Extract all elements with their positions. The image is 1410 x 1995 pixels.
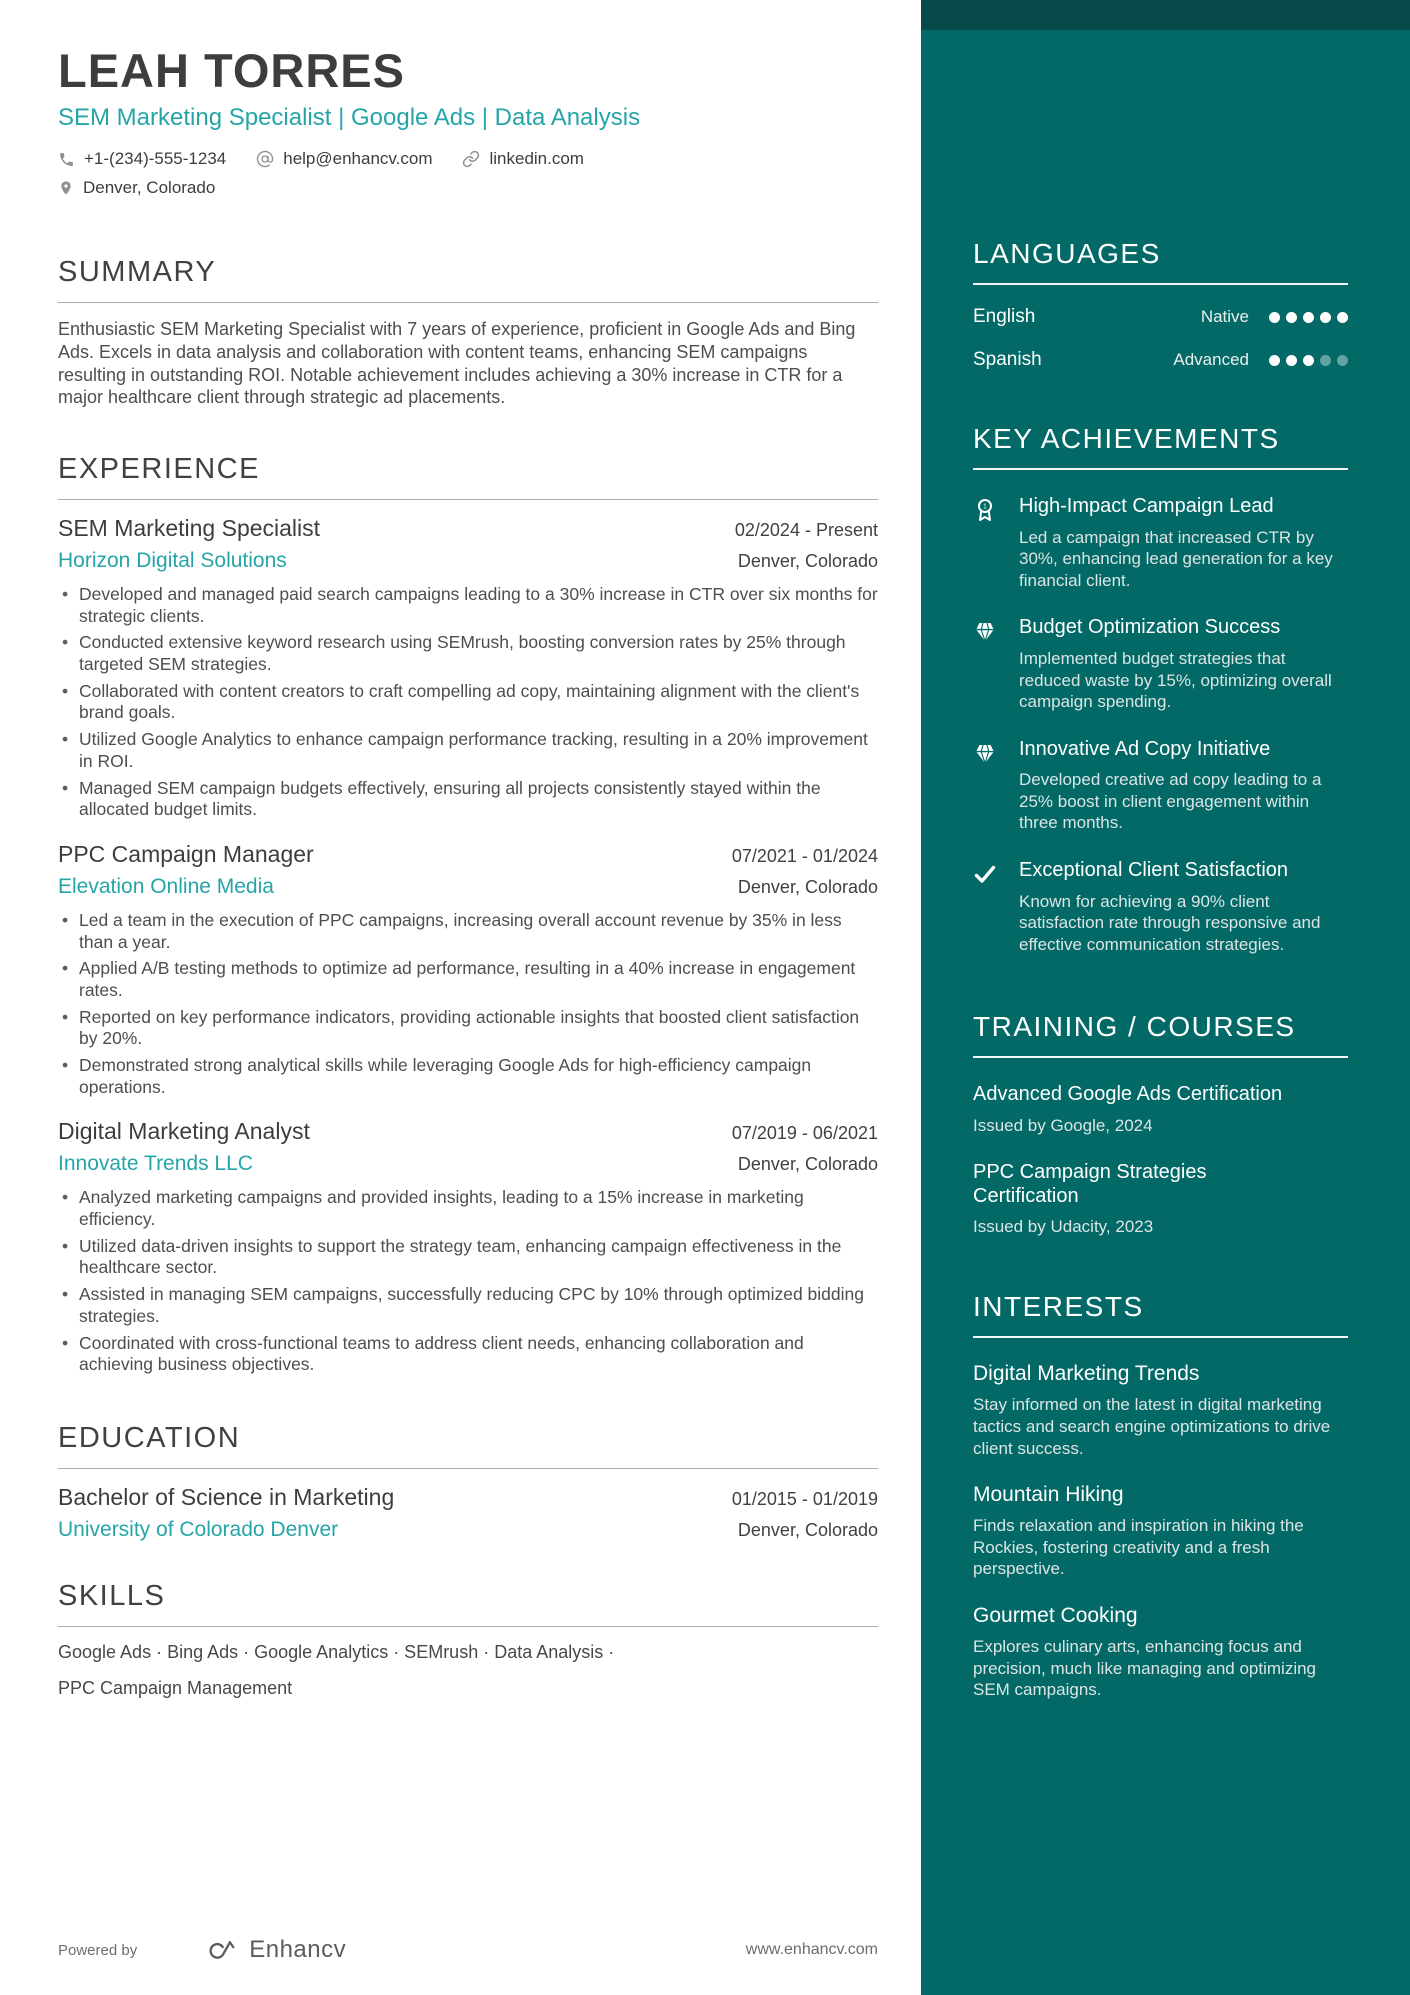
- job-bullet: • Utilized Google Analytics to enhance campaign performance tracking, resulting in a 20% improvement in ROI.: [79, 729, 878, 772]
- achievement-title: Exceptional Client Satisfaction: [1019, 858, 1289, 881]
- job-location: Denver, Colorado: [737, 551, 878, 572]
- section-divider: [58, 302, 878, 303]
- training-heading: TRAINING / COURSES: [973, 1011, 1348, 1058]
- language-list: [973, 306, 1348, 371]
- sidebar: [921, 0, 1410, 1995]
- powered-by-label: Powered by: [58, 1941, 138, 1959]
- sidebar-top-band: [921, 0, 1410, 30]
- location-icon: [58, 180, 74, 196]
- skills-list: [58, 1642, 878, 1699]
- achievement-title: Budget Optimization Success: [1019, 616, 1281, 639]
- course-title: PPC Campaign Strategies Certification: [973, 1160, 1207, 1208]
- job-dates: 07/2019 - 06/2021: [731, 1123, 878, 1144]
- job-company: Elevation Online Media: [58, 874, 274, 898]
- job-bullet: • Assisted in managing SEM campaigns, successfully reducing CPC by 10% through optimized bidding strategies.: [79, 1284, 878, 1327]
- contact-item[interactable]: [462, 149, 584, 169]
- experience-heading: EXPERIENCE: [58, 453, 260, 486]
- job-company: Horizon Digital Solutions: [58, 549, 287, 573]
- svg-text:1: 1: [983, 503, 987, 511]
- contact-item[interactable]: [58, 149, 226, 169]
- job-company: Innovate Trends LLC: [58, 1152, 253, 1176]
- job-list: [58, 515, 878, 1376]
- enhancv-logo-icon: [203, 1935, 239, 1965]
- job-bullet: • Conducted extensive keyword research using SEMrush, boosting conversion rates by 25% through targeted SEM strategies.: [79, 632, 878, 675]
- phone-icon: [58, 151, 75, 168]
- level-dot: [1269, 355, 1280, 366]
- contact-item[interactable]: [58, 178, 215, 198]
- link-icon: [462, 150, 480, 168]
- skills-section: [58, 1580, 878, 1699]
- course-list: [973, 1082, 1348, 1237]
- job-dates: 07/2021 - 01/2024: [731, 845, 878, 866]
- level-dot: [1286, 312, 1297, 323]
- course-item: [973, 1082, 1348, 1135]
- medal-icon: [973, 495, 1019, 591]
- course-issuer: Issued by Google, 2024: [973, 1115, 1153, 1135]
- achievements-section: [973, 423, 1348, 955]
- interests-heading: INTERESTS: [973, 1291, 1348, 1338]
- language-level: Native: [1200, 307, 1249, 326]
- job-location: Denver, Colorado: [737, 1154, 878, 1175]
- interest-title: Mountain Hiking: [973, 1483, 1124, 1507]
- job-title: SEM Marketing Specialist: [58, 515, 321, 542]
- job-entry: [58, 841, 878, 1099]
- languages-section: [973, 238, 1348, 371]
- section-divider: [58, 1468, 878, 1469]
- person-name: LEAH TORRES: [58, 44, 405, 97]
- achievement-item: [973, 859, 1348, 955]
- contact-text: Denver, Colorado: [83, 178, 216, 198]
- job-bullet: • Collaborated with content creators to craft compelling ad copy, maintaining alignment with the client's brand goals.: [79, 681, 878, 724]
- achievement-item: [973, 738, 1348, 834]
- education-degree: Bachelor of Science in Marketing: [58, 1483, 395, 1510]
- language-name: Spanish: [973, 349, 1042, 370]
- job-location: Denver, Colorado: [737, 876, 878, 897]
- job-bullet: • Managed SEM campaign budgets effectively, ensuring all projects consistently stayed within the allocated budget limits.: [79, 778, 878, 821]
- section-divider: [58, 1626, 878, 1627]
- job-dates: 02/2024 - Present: [734, 520, 878, 541]
- summary-section: [58, 256, 878, 409]
- course-item: [973, 1160, 1348, 1238]
- language-row: [973, 306, 1348, 328]
- interest-item: [973, 1483, 1348, 1580]
- language-name: English: [973, 306, 1036, 327]
- education-section: [58, 1422, 878, 1542]
- experience-section: [58, 453, 878, 1376]
- job-bullet: • Coordinated with cross-functional teams to address client needs, enhancing collaboration and achieving business objectives.: [79, 1333, 878, 1376]
- achievement-title: High-Impact Campaign Lead: [1019, 495, 1274, 517]
- language-level: Advanced: [1173, 350, 1249, 369]
- achievement-text: Known for achieving a 90% client satisfaction rate through responsive and effective communication strategies.: [1019, 891, 1321, 954]
- job-entry: [58, 1118, 878, 1376]
- level-dot: [1303, 312, 1314, 323]
- achievement-text: Implemented budget strategies that reduced waste by 15%, optimizing overall campaign spending.: [1019, 648, 1332, 712]
- summary-text: Enthusiastic SEM Marketing Specialist with 7 years of experience, proficient in Google Ads and Bing Ads. Excels in data analysis and collaboration with content teams, enhancing SEM campaigns resulting in outstanding ROI. Notable achievement includes achieving a 30% increase in CTR for a major healthcare client through strategic ad placements.: [58, 319, 856, 408]
- achievement-item: [973, 616, 1348, 712]
- achievement-list: [973, 495, 1348, 955]
- training-section: [973, 1011, 1348, 1237]
- section-divider: [58, 499, 878, 500]
- education-dates: 01/2015 - 01/2019: [731, 1488, 878, 1509]
- achievement-text: Developed creative ad copy leading to a 25% boost in client engagement within three months.: [1019, 770, 1322, 833]
- job-bullet: • Applied A/B testing methods to optimize ad performance, resulting in a 40% increase in engagement rates.: [79, 958, 878, 1001]
- interest-item: [973, 1604, 1348, 1701]
- interests-section: [973, 1291, 1348, 1700]
- job-bullets: [58, 584, 878, 821]
- contact-text: +1-(234)-555-1234: [84, 149, 227, 169]
- job-bullets: [58, 1187, 878, 1376]
- course-issuer: Issued by Udacity, 2023: [973, 1217, 1154, 1237]
- job-bullet: • Utilized data-driven insights to support the strategy team, enhancing campaign effectiveness in the healthcare sector.: [79, 1236, 878, 1279]
- interest-text: Explores culinary arts, enhancing focus and precision, much like managing and optimizing SEM campaigns.: [973, 1636, 1317, 1700]
- job-title: PPC Campaign Manager: [58, 840, 314, 867]
- achievement-item: [973, 495, 1348, 591]
- education-school: University of Colorado Denver: [58, 1517, 339, 1541]
- skills-heading: SKILLS: [58, 1579, 166, 1612]
- gem-icon: [973, 738, 1019, 834]
- job-bullets: [58, 910, 878, 1099]
- footer: [58, 1935, 878, 1965]
- achievement-title: Innovative Ad Copy Initiative: [1019, 737, 1271, 760]
- interest-text: Finds relaxation and inspiration in hiking the Rockies, fostering creativity and a fresh perspective.: [973, 1516, 1304, 1579]
- contact-row: [58, 149, 878, 169]
- at-icon: [256, 150, 274, 168]
- achievements-heading: KEY ACHIEVEMENTS: [973, 423, 1348, 470]
- level-dot: [1286, 355, 1297, 366]
- contact-text: linkedin.com: [489, 149, 584, 169]
- language-row: [973, 349, 1348, 371]
- job-title: Digital Marketing Analyst: [58, 1118, 310, 1145]
- job-bullet: • Developed and managed paid search campaigns leading to a 30% increase in CTR over six months for strategic clients.: [79, 584, 878, 627]
- job-bullet: • Led a team in the execution of PPC campaigns, increasing overall account revenue by 35% in less than a year.: [79, 910, 878, 953]
- interest-item: [973, 1362, 1348, 1459]
- job-entry: [58, 515, 878, 821]
- level-dot: [1337, 312, 1348, 323]
- skills-line: Google Ads · Bing Ads · Google Analytics · SEMrush · Data Analysis ·: [58, 1641, 615, 1662]
- interest-title: Digital Marketing Trends: [973, 1362, 1200, 1386]
- check-icon: [973, 859, 1019, 955]
- level-dot: [1269, 312, 1280, 323]
- gem-icon: [973, 616, 1019, 712]
- languages-heading: LANGUAGES: [973, 238, 1348, 285]
- skills-line: PPC Campaign Management: [58, 1677, 293, 1698]
- interest-title: Gourmet Cooking: [973, 1603, 1138, 1627]
- contact-row-2: [58, 178, 878, 198]
- education-heading: EDUCATION: [58, 1421, 241, 1454]
- job-bullet: • Demonstrated strong analytical skills while leveraging Google Ads for high-efficiency campaign operations.: [79, 1055, 878, 1098]
- contact-text: help@enhancv.com: [283, 149, 433, 169]
- level-dot: [1337, 355, 1348, 366]
- course-title: Advanced Google Ads Certification: [973, 1083, 1283, 1106]
- interest-text: Stay informed on the latest in digital marketing tactics and search engine optimizations to drive client success.: [973, 1395, 1331, 1458]
- education-location: Denver, Colorado: [737, 1519, 878, 1540]
- footer-url[interactable]: www.enhancv.com: [745, 1941, 878, 1958]
- language-level-dots: [1269, 355, 1348, 366]
- contact-item[interactable]: [256, 149, 432, 169]
- enhancv-brandmark: [203, 1935, 346, 1965]
- level-dot: [1303, 355, 1314, 366]
- level-dot: [1320, 355, 1331, 366]
- achievement-text: Led a campaign that increased CTR by 30%, enhancing lead generation for a key financial client.: [1019, 527, 1333, 590]
- interest-list: [973, 1362, 1348, 1700]
- summary-heading: SUMMARY: [58, 256, 217, 289]
- person-headline: SEM Marketing Specialist | Google Ads | Data Analysis: [58, 104, 641, 132]
- job-bullet: • Reported on key performance indicators, providing actionable insights that boosted client satisfaction by 20%.: [79, 1007, 878, 1050]
- level-dot: [1320, 312, 1331, 323]
- enhancv-wordmark: Enhancv: [249, 1936, 347, 1963]
- language-level-dots: [1269, 312, 1348, 323]
- job-bullet: • Analyzed marketing campaigns and provided insights, leading to a 15% increase in marketing efficiency.: [79, 1187, 878, 1230]
